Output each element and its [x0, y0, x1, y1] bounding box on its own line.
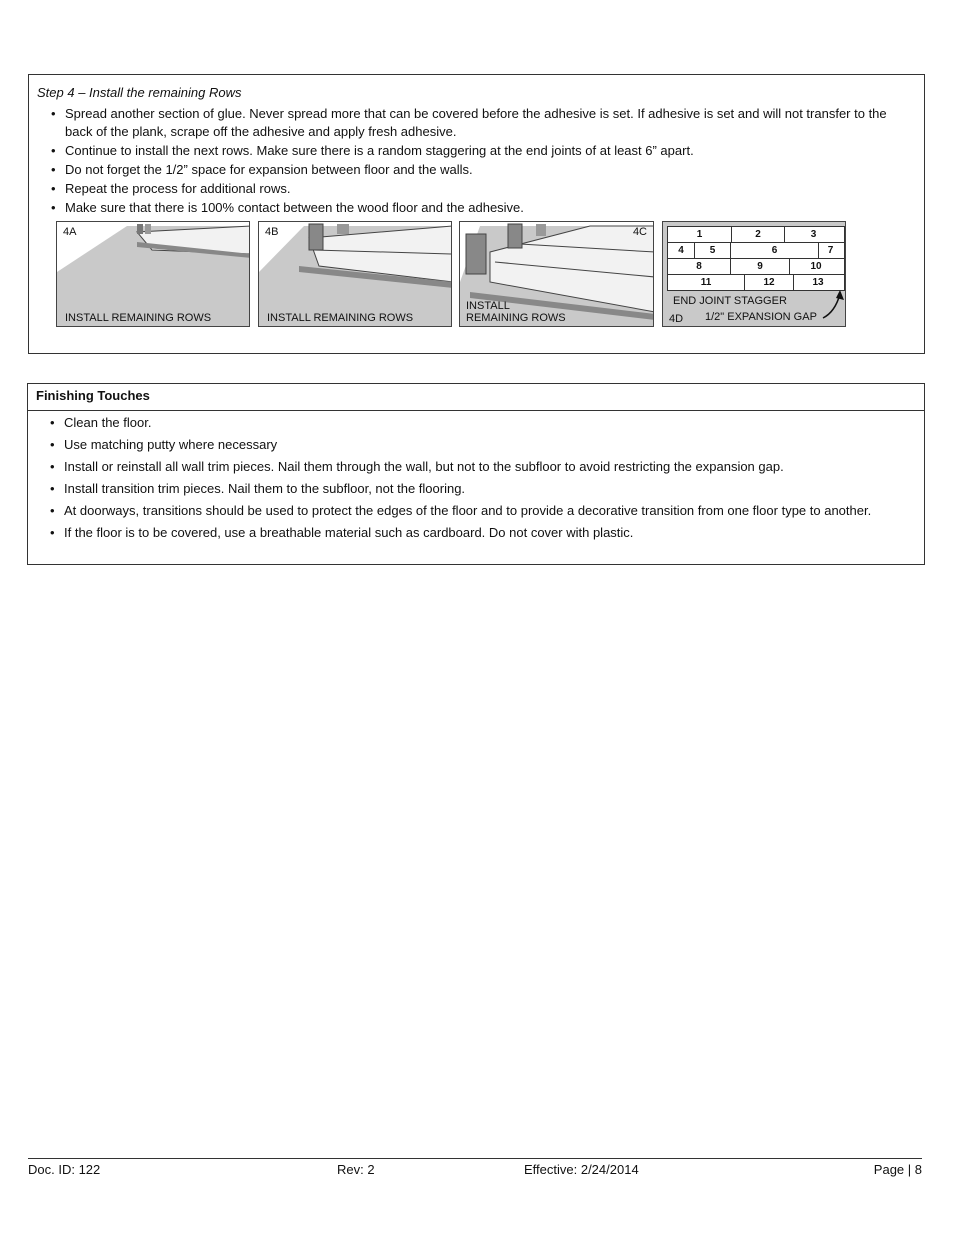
list-item: • Install transition trim pieces. Nail them to the subfloor, not the flooring. — [48, 478, 916, 499]
finishing-touches-section — [27, 383, 925, 565]
figure-4c — [459, 221, 654, 327]
step4-section — [28, 74, 925, 354]
list-item: • Spread another section of glue. Never spread more that can be covered before the adhesive is set. If adhesive is set and will not transfer to the back of the plank, scrape off the adhesive and apply fresh adhesive. — [49, 105, 909, 141]
step4-title: Step 4 – Install the remaining Rows — [37, 85, 242, 100]
grid-cell: 2 — [732, 227, 785, 242]
list-item: • At doorways, transitions should be used to protect the edges of the floor and to provide a decorative transition from one floor type to another. — [48, 500, 916, 521]
revision: Rev: 2 — [337, 1162, 375, 1177]
figure-caption-gap: 1/2" EXPANSION GAP — [705, 311, 817, 323]
figure-label: 4B — [265, 226, 279, 238]
figure-caption-line1: INSTALL — [466, 300, 510, 312]
figure-caption-stagger: END JOINT STAGGER — [673, 295, 787, 307]
step4-bullet-list — [49, 105, 909, 218]
figure-caption: INSTALL REMAINING ROWS — [267, 312, 414, 324]
figure-label: 4C — [632, 226, 647, 238]
figure-4a — [56, 221, 250, 327]
page-number: Page | 8 — [873, 1162, 922, 1177]
figure-4b — [258, 221, 452, 327]
finishing-bullet-list — [48, 412, 916, 544]
list-item: • Repeat the process for additional rows. — [49, 180, 909, 198]
grid-cell: 3 — [810, 229, 817, 240]
figure-caption: INSTALL REMAINING ROWS — [65, 312, 212, 324]
grid-cell: 1 — [668, 227, 732, 242]
grid-cell: 13 — [812, 277, 824, 288]
figure-label: 4D — [669, 313, 684, 325]
list-item: • Do not forget the 1/2” space for expansion between floor and the walls. — [49, 161, 909, 179]
figure-4d — [662, 221, 846, 327]
doc-id: Doc. ID: 122 — [28, 1162, 101, 1177]
page-footer — [28, 1158, 922, 1177]
finishing-title: Finishing Touches — [28, 384, 924, 411]
grid-cell: 12 — [745, 275, 794, 290]
list-item: • Use matching putty where necessary — [48, 434, 916, 455]
grid-cell: 8 — [668, 259, 731, 274]
list-item: • Make sure that there is 100% contact between the wood floor and the adhesive. — [49, 199, 909, 217]
list-item: • Continue to install the next rows. Make sure there is a random staggering at the end joints of at least 6” apart. — [49, 142, 909, 160]
grid-cell: 7 — [827, 245, 834, 256]
grid-cell: 11 — [668, 275, 745, 290]
grid-cell: 4 — [668, 243, 695, 258]
list-item: • Install or reinstall all wall trim pieces. Nail them through the wall, but not to the subfloor to avoid restricting the expansion gap. — [48, 456, 916, 477]
grid-cell: 6 — [731, 243, 819, 258]
figure-label: 4A — [63, 226, 77, 238]
list-item: • If the floor is to be covered, use a breathable material such as cardboard. Do not cover with plastic. — [48, 522, 916, 543]
effective-date: Effective: 2/24/2014 — [524, 1162, 639, 1177]
figure-caption-line2: REMAINING ROWS — [466, 312, 566, 324]
grid-cell: 10 — [810, 261, 822, 272]
grid-cell: 9 — [731, 259, 790, 274]
step4-figures — [56, 221, 856, 327]
grid-cell: 5 — [695, 243, 731, 258]
list-item: • Clean the floor. — [48, 412, 916, 433]
